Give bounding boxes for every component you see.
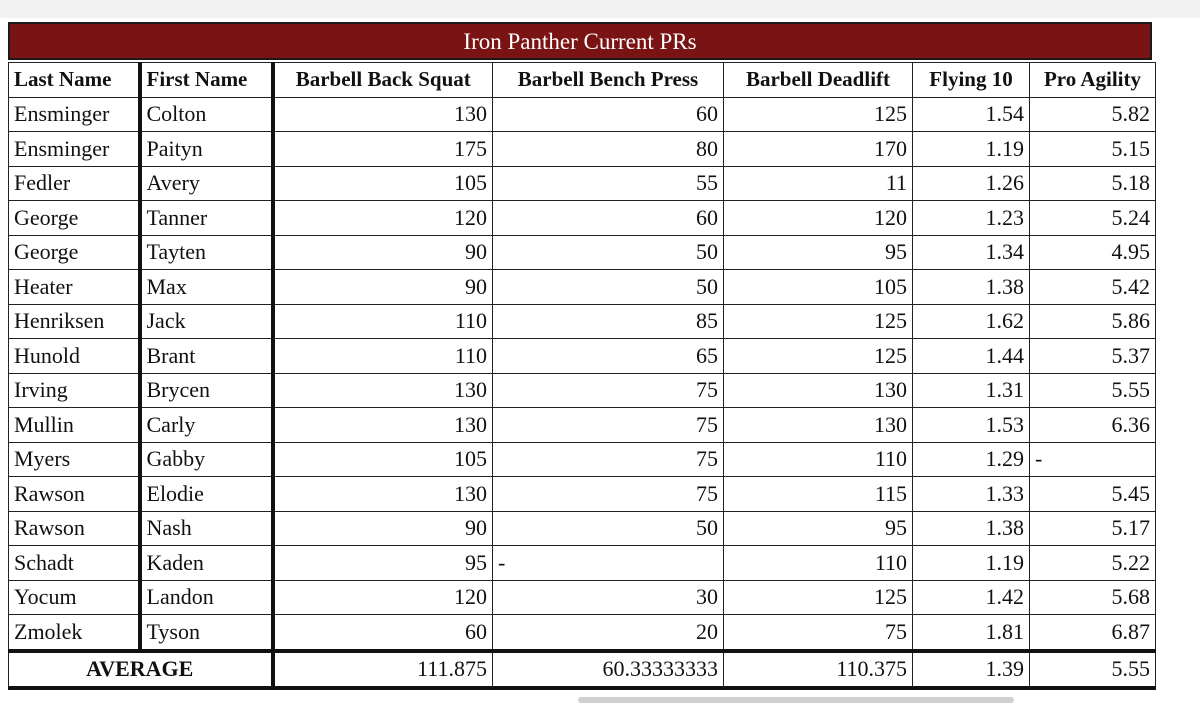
cell-first-name: Kaden [140, 546, 273, 581]
average-row [9, 651, 1156, 689]
table-row [9, 373, 1156, 408]
cell-bench-press: 30 [493, 580, 724, 615]
cell-bench-press: 20 [493, 615, 724, 651]
cell-last-name: Myers [9, 442, 140, 477]
cell-pro-agility: 6.36 [1030, 408, 1156, 443]
cell-bench-press: 50 [493, 270, 724, 305]
cell-flying-10: 1.38 [913, 270, 1030, 305]
cell-deadlift: 11 [724, 166, 913, 201]
cell-first-name: Colton [140, 97, 273, 132]
pr-table [8, 62, 1156, 690]
cell-deadlift: 105 [724, 270, 913, 305]
cell-flying-10: 1.23 [913, 201, 1030, 236]
cell-pro-agility: 5.24 [1030, 201, 1156, 236]
col-header-flying-10: Flying 10 [913, 63, 1030, 98]
cell-pro-agility: 5.17 [1030, 511, 1156, 546]
cell-last-name: Rawson [9, 477, 140, 512]
col-header-first-name: First Name [140, 63, 273, 98]
cell-deadlift: 130 [724, 408, 913, 443]
cell-last-name: Zmolek [9, 615, 140, 651]
table-row [9, 235, 1156, 270]
cell-back-squat: 90 [273, 270, 493, 305]
cell-back-squat: 90 [273, 511, 493, 546]
col-header-back-squat: Barbell Back Squat [273, 63, 493, 98]
table-title: Iron Panther Current PRs [8, 22, 1152, 60]
cell-last-name: Rawson [9, 511, 140, 546]
cell-deadlift: 115 [724, 477, 913, 512]
cell-first-name: Tayten [140, 235, 273, 270]
table-row [9, 270, 1156, 305]
cell-back-squat: 120 [273, 580, 493, 615]
cell-flying-10: 1.62 [913, 304, 1030, 339]
cell-bench-press: 75 [493, 477, 724, 512]
cell-deadlift: 170 [724, 132, 913, 167]
cell-last-name: Fedler [9, 166, 140, 201]
table-row [9, 477, 1156, 512]
cell-pro-agility: 5.68 [1030, 580, 1156, 615]
cell-flying-10: 1.42 [913, 580, 1030, 615]
cell-deadlift: 125 [724, 97, 913, 132]
cell-pro-agility: - [1030, 442, 1156, 477]
horizontal-scrollbar[interactable] [578, 697, 1014, 703]
table-row [9, 408, 1156, 443]
cell-back-squat: 130 [273, 408, 493, 443]
cell-bench-press: 65 [493, 339, 724, 374]
table-row [9, 615, 1156, 651]
cell-first-name: Brant [140, 339, 273, 374]
cell-back-squat: 110 [273, 339, 493, 374]
cell-back-squat: 130 [273, 97, 493, 132]
cell-deadlift: 95 [724, 235, 913, 270]
average-label: AVERAGE [9, 651, 273, 689]
cell-flying-10: 1.29 [913, 442, 1030, 477]
cell-flying-10: 1.19 [913, 132, 1030, 167]
cell-first-name: Carly [140, 408, 273, 443]
cell-last-name: Henriksen [9, 304, 140, 339]
cell-back-squat: 105 [273, 442, 493, 477]
cell-pro-agility: 5.42 [1030, 270, 1156, 305]
cell-flying-10: 1.19 [913, 546, 1030, 581]
cell-back-squat: 120 [273, 201, 493, 236]
cell-first-name: Landon [140, 580, 273, 615]
cell-first-name: Max [140, 270, 273, 305]
cell-deadlift: 110 [724, 546, 913, 581]
cell-flying-10: 1.38 [913, 511, 1030, 546]
cell-first-name: Nash [140, 511, 273, 546]
cell-deadlift: 95 [724, 511, 913, 546]
col-header-deadlift: Barbell Deadlift [724, 63, 913, 98]
cell-bench-press: 75 [493, 442, 724, 477]
cell-deadlift: 125 [724, 304, 913, 339]
cell-back-squat: 105 [273, 166, 493, 201]
table-row [9, 304, 1156, 339]
average-flying-10: 1.39 [913, 651, 1030, 689]
col-header-last-name: Last Name [9, 63, 140, 98]
average-pro-agility: 5.55 [1030, 651, 1156, 689]
cell-flying-10: 1.26 [913, 166, 1030, 201]
cell-bench-press: - [493, 546, 724, 581]
cell-last-name: Ensminger [9, 97, 140, 132]
cell-last-name: Mullin [9, 408, 140, 443]
cell-first-name: Avery [140, 166, 273, 201]
table-row [9, 546, 1156, 581]
cell-last-name: Yocum [9, 580, 140, 615]
cell-pro-agility: 6.87 [1030, 615, 1156, 651]
cell-pro-agility: 5.37 [1030, 339, 1156, 374]
cell-deadlift: 125 [724, 580, 913, 615]
cell-back-squat: 130 [273, 373, 493, 408]
cell-back-squat: 175 [273, 132, 493, 167]
col-header-pro-agility: Pro Agility [1030, 63, 1156, 98]
cell-deadlift: 125 [724, 339, 913, 374]
cell-pro-agility: 5.55 [1030, 373, 1156, 408]
average-deadlift: 110.375 [724, 651, 913, 689]
cell-back-squat: 60 [273, 615, 493, 651]
average-bench-press: 60.33333333 [493, 651, 724, 689]
cell-back-squat: 95 [273, 546, 493, 581]
table-row [9, 511, 1156, 546]
top-strip [0, 0, 1200, 18]
cell-pro-agility: 5.18 [1030, 166, 1156, 201]
cell-flying-10: 1.34 [913, 235, 1030, 270]
cell-pro-agility: 4.95 [1030, 235, 1156, 270]
table-row [9, 132, 1156, 167]
cell-deadlift: 130 [724, 373, 913, 408]
cell-deadlift: 110 [724, 442, 913, 477]
cell-back-squat: 90 [273, 235, 493, 270]
cell-flying-10: 1.53 [913, 408, 1030, 443]
average-back-squat: 111.875 [273, 651, 493, 689]
cell-flying-10: 1.33 [913, 477, 1030, 512]
cell-bench-press: 50 [493, 235, 724, 270]
cell-bench-press: 50 [493, 511, 724, 546]
cell-last-name: Schadt [9, 546, 140, 581]
cell-last-name: Heater [9, 270, 140, 305]
cell-first-name: Tyson [140, 615, 273, 651]
cell-pro-agility: 5.22 [1030, 546, 1156, 581]
cell-deadlift: 75 [724, 615, 913, 651]
cell-pro-agility: 5.86 [1030, 304, 1156, 339]
cell-back-squat: 130 [273, 477, 493, 512]
cell-first-name: Elodie [140, 477, 273, 512]
cell-first-name: Brycen [140, 373, 273, 408]
table-row [9, 580, 1156, 615]
cell-back-squat: 110 [273, 304, 493, 339]
table-row [9, 339, 1156, 374]
cell-bench-press: 60 [493, 201, 724, 236]
header-row [9, 63, 1156, 98]
cell-first-name: Gabby [140, 442, 273, 477]
cell-pro-agility: 5.45 [1030, 477, 1156, 512]
cell-bench-press: 75 [493, 408, 724, 443]
cell-pro-agility: 5.82 [1030, 97, 1156, 132]
cell-bench-press: 75 [493, 373, 724, 408]
cell-bench-press: 85 [493, 304, 724, 339]
table-row [9, 442, 1156, 477]
cell-first-name: Tanner [140, 201, 273, 236]
cell-last-name: Hunold [9, 339, 140, 374]
cell-flying-10: 1.54 [913, 97, 1030, 132]
cell-flying-10: 1.31 [913, 373, 1030, 408]
cell-flying-10: 1.44 [913, 339, 1030, 374]
cell-last-name: George [9, 201, 140, 236]
cell-last-name: George [9, 235, 140, 270]
table-row [9, 201, 1156, 236]
cell-bench-press: 55 [493, 166, 724, 201]
cell-last-name: Ensminger [9, 132, 140, 167]
table-row [9, 97, 1156, 132]
cell-bench-press: 80 [493, 132, 724, 167]
col-header-bench-press: Barbell Bench Press [493, 63, 724, 98]
cell-first-name: Jack [140, 304, 273, 339]
cell-deadlift: 120 [724, 201, 913, 236]
table-row [9, 166, 1156, 201]
cell-flying-10: 1.81 [913, 615, 1030, 651]
cell-first-name: Paityn [140, 132, 273, 167]
cell-last-name: Irving [9, 373, 140, 408]
cell-bench-press: 60 [493, 97, 724, 132]
cell-pro-agility: 5.15 [1030, 132, 1156, 167]
